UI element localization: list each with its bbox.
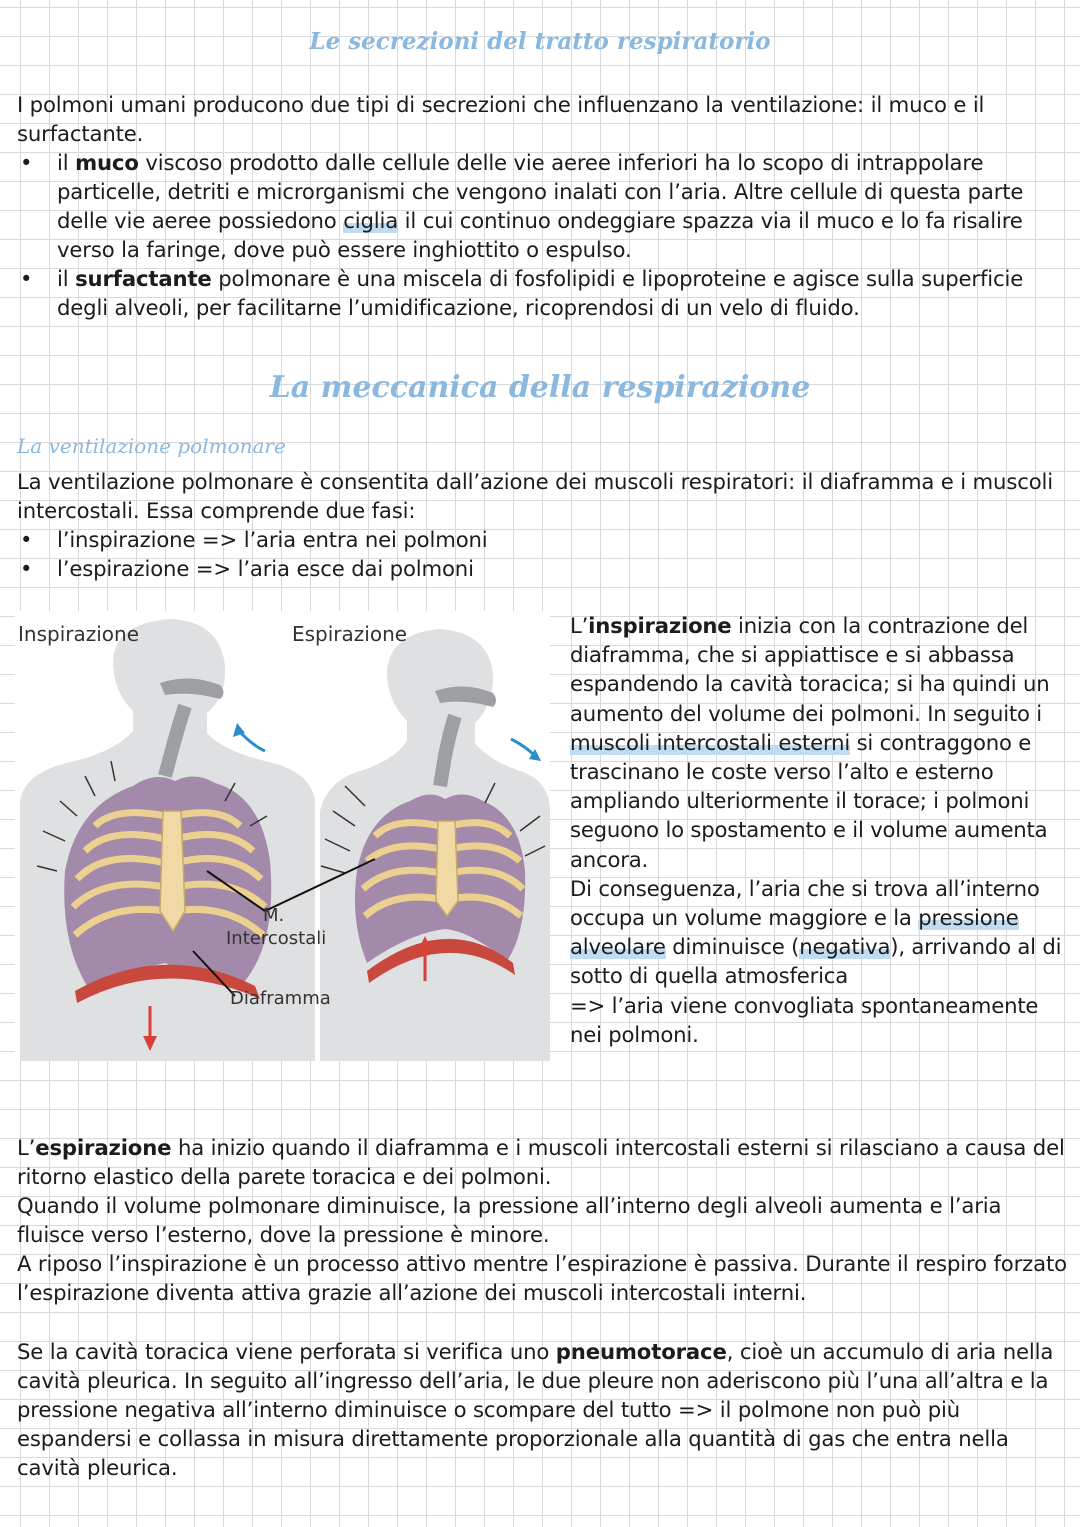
insp-p2-text-1: Di conseguenza, l’aria che si trova all’interno occupa un volume maggiore e la bbox=[570, 875, 1040, 931]
exp-text-1: ha inizio quando il diaframma e i muscoli intercostali esterni si rilasciano a causa del ritorno elastico della parete toracica e dei polmoni. bbox=[17, 1135, 1065, 1189]
ventilation-intro: La ventilazione polmonare è consentita dall’azione dei muscoli respiratori: il diaframma e i muscoli intercostali. Essa comprende due fasi: bbox=[17, 469, 1053, 523]
pneumo-text-1: Se la cavità toracica viene perforata si verifica uno bbox=[17, 1339, 556, 1364]
pressure-highlight: pressione alveolare bbox=[570, 905, 1019, 960]
insp-text-2: si contraggono e trascinano le coste verso l’alto e esterno ampliando ulteriormente il torace; i polmoni seguono lo spostamento e il volume aumenta ancora. bbox=[570, 729, 1048, 872]
pneumothorax-paragraph bbox=[17, 1337, 1067, 1482]
muscle-label-m: M. bbox=[263, 905, 285, 926]
intercostal-highlight: muscoli intercostali esterni bbox=[570, 729, 851, 755]
pneumothorax-term: pneumotorace bbox=[555, 1339, 727, 1364]
surfactante-term: surfactante bbox=[75, 266, 212, 291]
insp-pre: L’ bbox=[570, 613, 589, 638]
surfactante-pre: il bbox=[57, 266, 76, 291]
sternum-2 bbox=[436, 821, 458, 916]
insp-p2-text-3: ), arrivando al di sotto di quella atmosferica bbox=[570, 934, 1062, 989]
insp-p2-text-2: diminuisce ( bbox=[665, 934, 800, 960]
muco-text: viscoso prodotto dalle cellule delle vie aeree inferiori ha lo scopo di intrappolare particelle, detriti e microrganismi che vengono inalati con l’aria. Altre cellule di questa parte delle vie aeree possiedono bbox=[57, 150, 1024, 233]
breathing-diagram bbox=[15, 611, 550, 1061]
exp-pre: L’ bbox=[17, 1135, 36, 1160]
surfactante-text: polmonare è una miscela di fosfolipidi e lipoproteine e agisce sulla superficie degli alveoli, per facilitarne l’umidificazione, ricoprendosi di un velo di fluido. bbox=[57, 266, 1024, 320]
ciglia-highlight: ciglia bbox=[343, 208, 399, 233]
expiration-paragraph-3: A riposo l’inspirazione è un processo attivo mentre l’espirazione è passiva. Durante il respiro forzato l’espirazione diventa attiva grazie all’azione dei muscoli intercostali interni. bbox=[17, 1251, 1067, 1305]
inspiration-paragraph-1 bbox=[570, 611, 1070, 874]
secretions-section bbox=[17, 90, 1067, 322]
negative-highlight: negativa bbox=[799, 934, 891, 960]
secretions-intro: I polmoni umani producono due tipi di secrezioni che influenzano la ventilazione: il muco e il surfactante. bbox=[17, 92, 985, 146]
section-title-secretions: Le secrezioni del tratto respiratorio bbox=[309, 28, 771, 55]
expiration-section bbox=[17, 1133, 1067, 1307]
inspiration-paragraph-3: => l’aria viene convogliata spontaneamente nei polmoni. bbox=[570, 992, 1039, 1047]
inspiration-term: inspirazione bbox=[588, 613, 732, 638]
expiration-paragraph-1 bbox=[17, 1133, 1067, 1191]
insp-text-1: inizia con la contrazione del diaframma, che si appiattisce e si abbassa espandendo la cavità toracica; si ha quindi un aumento del volume dei polmoni. In seguito i bbox=[570, 613, 1050, 726]
muco-text-end: il cui continuo ondeggiare spazza via il muco e lo fa risalire verso la faringe, dove può essere inghiottito o espulso. bbox=[57, 208, 1023, 262]
sternum bbox=[160, 811, 185, 931]
pneumothorax-section bbox=[17, 1337, 1067, 1482]
section-title-mechanics: La meccanica della respirazione bbox=[269, 370, 811, 405]
diaphragm-label: Diaframma bbox=[230, 988, 331, 1009]
muco-term: muco bbox=[75, 150, 139, 175]
ventilation-section bbox=[17, 467, 1067, 583]
list-item-phase-1: • l’inspirazione => l’aria entra nei polmoni bbox=[17, 525, 1067, 554]
list-item-muco bbox=[17, 148, 1067, 264]
expiration-term: espirazione bbox=[35, 1135, 172, 1160]
muscle-label-intercostali: Intercostali bbox=[226, 928, 327, 949]
subtitle-ventilation: La ventilazione polmonare bbox=[17, 434, 286, 458]
expiration-paragraph-2: Quando il volume polmonare diminuisce, la pressione all’interno degli alveoli aumenta e l’aria fluisce verso l’esterno, dove la pressione è minore. bbox=[17, 1193, 1002, 1247]
pneumo-text-2: , cioè un accumulo di aria nella cavità pleurica. In seguito all’ingresso dell’aria, le due pleure non aderiscono più l’una all’altra e la pressione negativa all’interno diminuisce o scompare del tutto => il polmone non può più espandersi e collassa in misura direttamente proporzionale alla quantità di gas che entra nella cavità pleurica. bbox=[17, 1339, 1054, 1480]
list-item-surfactante bbox=[17, 264, 1067, 322]
muco-pre: il bbox=[57, 150, 76, 175]
inspiration-paragraph-2 bbox=[570, 874, 1070, 991]
expiration-label: Espirazione bbox=[292, 622, 408, 646]
inspiration-explanation bbox=[570, 611, 1070, 1049]
list-item-phase-2: • l’espirazione => l’aria esce dai polmoni bbox=[17, 554, 1067, 583]
inspiration-label: Inspirazione bbox=[18, 622, 139, 646]
